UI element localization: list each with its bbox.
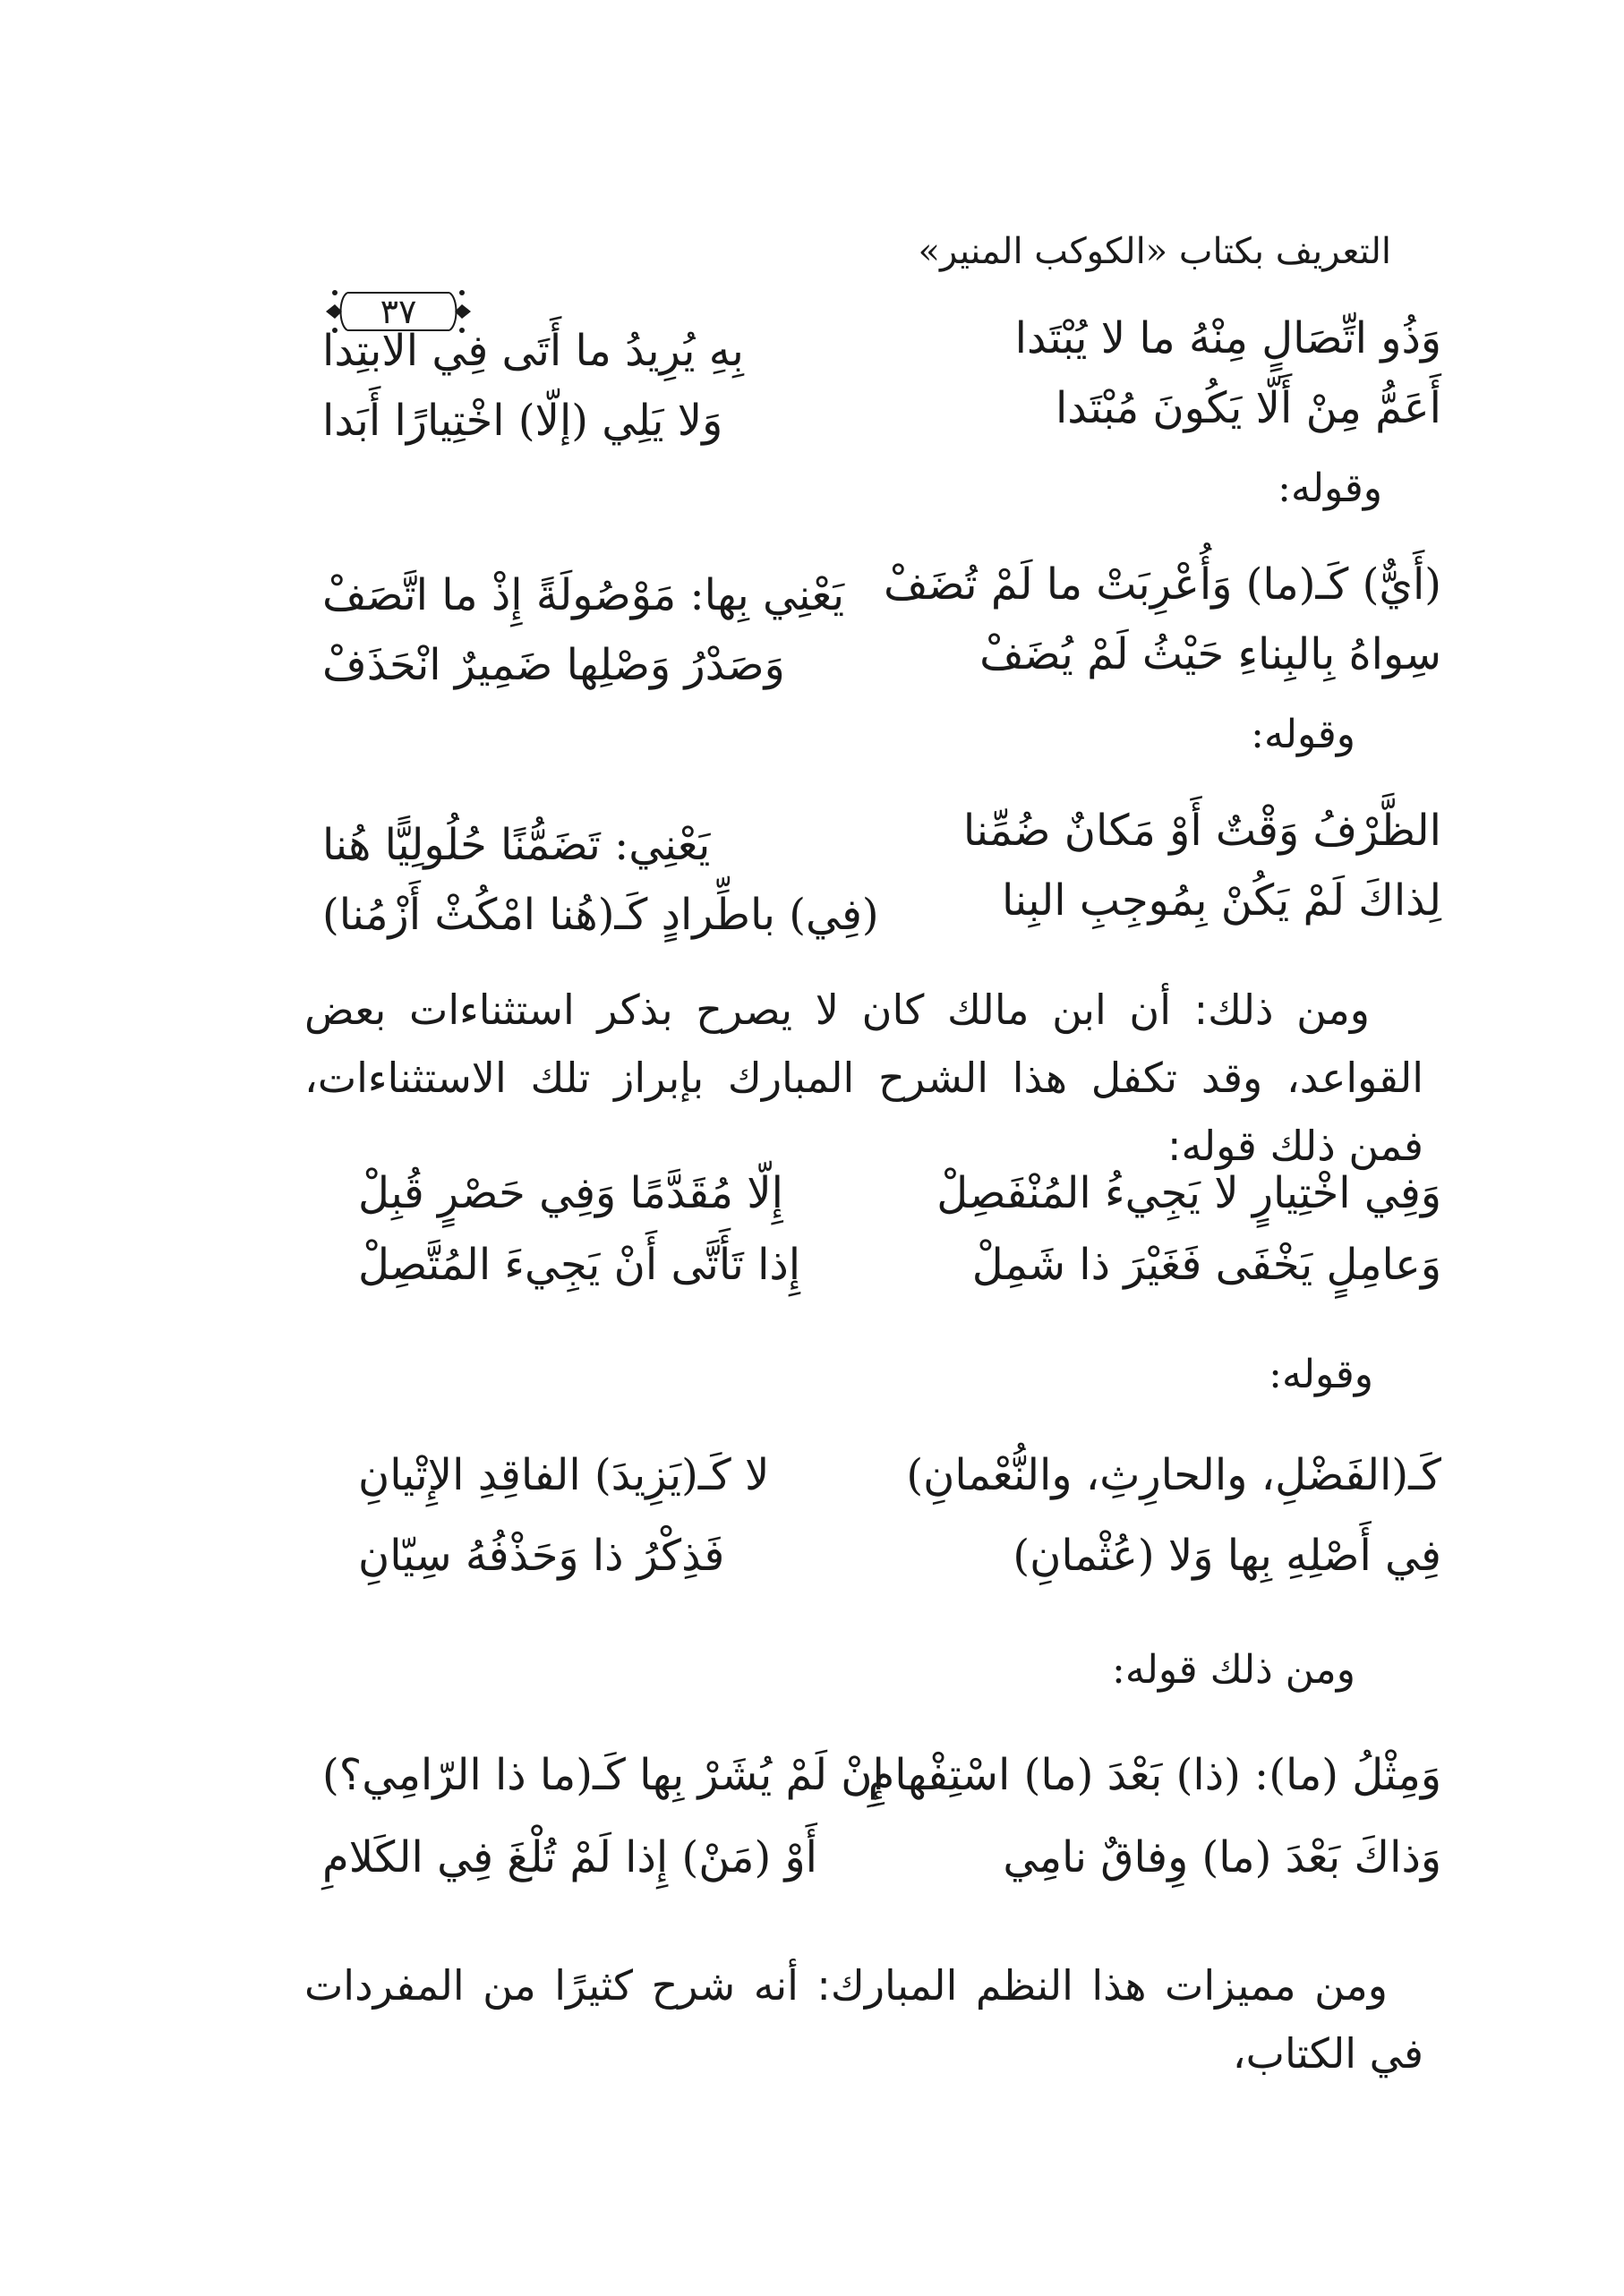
verse-second-hemistich: إِلّا مُقَدَّمًا وَفِي حَصْرٍ قُبِلْ	[358, 1168, 783, 1218]
verse-line	[322, 625, 1441, 695]
verse-line	[322, 379, 1441, 448]
verse-first-hemistich: وَمِثْلُ (ما): (ذا) بَعْدَ (ما) اسْتِفْهامِ	[868, 1750, 1441, 1800]
verse-line	[322, 1164, 1441, 1235]
verse-first-hemistich: (أَيٌّ) كَـ(ما) وَأُعْرِبَتْ ما لَمْ تُضَفْ	[883, 559, 1441, 610]
verse-first-hemistich: فِي أَصْلِهِ بِها وَلا (عُثْمانِ)	[1013, 1531, 1441, 1581]
verse-first-hemistich: وَذُو اتِّصَالٍ مِنْهُ ما لا يُبْتَدا	[1014, 313, 1441, 363]
running-header: التعريف بكتاب «الكوكب المنير»	[918, 231, 1391, 272]
prose-paragraph	[304, 1951, 1423, 2087]
verse-first-hemistich: سِواهُ بِالبِناءِ حَيْثُ لَمْ يُضَفْ	[979, 629, 1441, 679]
verse-line	[322, 1446, 1441, 1526]
section-label: ومن ذلك قوله:	[1112, 1647, 1355, 1693]
verse-first-hemistich: أَعَمُّ مِنْ أَلّا يَكُونَ مُبْتَدا	[1055, 383, 1441, 433]
verse-second-hemistich: فَذِكْرُ ذا وَحَذْفُهُ سِيّانِ	[358, 1531, 725, 1581]
verse-first-hemistich: وَعامِلٍ يَخْفَى فَغَيْرَ ذا شَمِلْ	[971, 1240, 1441, 1290]
verse-line	[322, 1235, 1441, 1305]
verse-first-hemistich: كَـ(الفَضْلِ، والحارِثِ، والنُّعْمانِ)	[906, 1450, 1441, 1500]
paragraph-text: ومن ذلك: أن ابن مالك كان لا يصرح بذكر استثناءات بعض القواعد، وقد تكفل هذا الشرح المبارك بإبراز تلك الاستثناءات، فمن ذلك قوله:	[304, 986, 1423, 1170]
verse-line	[322, 309, 1441, 379]
verse-line	[322, 801, 1441, 871]
verse-group	[322, 309, 1441, 448]
verse-line	[322, 871, 1441, 943]
verse-first-hemistich: وَذاكَ بَعْدَ (ما) وِفاقٌ نامِي	[1003, 1832, 1441, 1882]
section-label: وقوله:	[1278, 465, 1382, 511]
verse-group	[322, 555, 1441, 695]
verse-first-hemistich: وَفِي اخْتِيارٍ لا يَجِيءُ المُنْفَصِلْ	[936, 1168, 1441, 1218]
verse-first-hemistich: الظَّرْفُ وَقْتٌ أَوْ مَكانٌ ضُمِّنا	[962, 806, 1441, 856]
verse-second-hemistich: يَعْنِي: تَضَمُّنًا حُلُولِيًّا هُنا	[322, 820, 711, 870]
verse-line	[322, 1745, 1441, 1828]
page-number: ٣٧	[380, 292, 417, 331]
paragraph-text: ومن مميزات هذا النظم المبارك: أنه شرح كثيرًا من المفردات في الكتاب،	[304, 1961, 1423, 2078]
verse-group	[322, 1446, 1441, 1596]
verse-second-hemistich: يَعْنِي بِها: مَوْصُولَةً إِذْ ما اتَّصَفْ	[322, 570, 845, 620]
verse-line	[322, 1828, 1441, 1898]
verse-line	[322, 555, 1441, 625]
verse-first-hemistich: لِذاكَ لَمْ يَكُنْ بِمُوجِبِ البِنا	[1002, 875, 1441, 926]
verse-second-hemistich: وَصَدْرُ وَصْلِها ضَمِيرٌ انْحَذَفْ	[322, 640, 785, 690]
prose-paragraph	[304, 976, 1423, 1180]
verse-group	[322, 1164, 1441, 1305]
section-label: وقوله:	[1251, 712, 1355, 757]
verse-second-hemistich: إِنْ لَمْ يُشَرْ بِها كَـ(ما ذا الرّامِي؟)	[322, 1750, 885, 1800]
section-label: وقوله:	[1269, 1352, 1373, 1397]
verse-group	[322, 1745, 1441, 1898]
verse-group	[322, 801, 1441, 943]
verse-second-hemistich: إِذا تَأَتَّى أَنْ يَجِيءَ المُتَّصِلْ	[358, 1240, 801, 1290]
verse-second-hemistich: (فِي) باطِّرادٍ كَـ(هُنا امْكُثْ أَزْمُنا)	[322, 890, 879, 940]
verse-line	[322, 1526, 1441, 1596]
verse-second-hemistich: لا كَـ(يَزِيدَ) الفاقِدِ الإِتْيانِ	[358, 1450, 770, 1500]
verse-second-hemistich: أَوْ (مَنْ) إِذا لَمْ تُلْغَ فِي الكَلامِ	[322, 1832, 817, 1882]
verse-second-hemistich: بِهِ يُرِيدُ ما أَتَى فِي الابتِدا	[322, 326, 744, 376]
verse-second-hemistich: وَلا يَلِي (إلّا) اخْتِيارًا أَبَدا	[322, 396, 723, 446]
